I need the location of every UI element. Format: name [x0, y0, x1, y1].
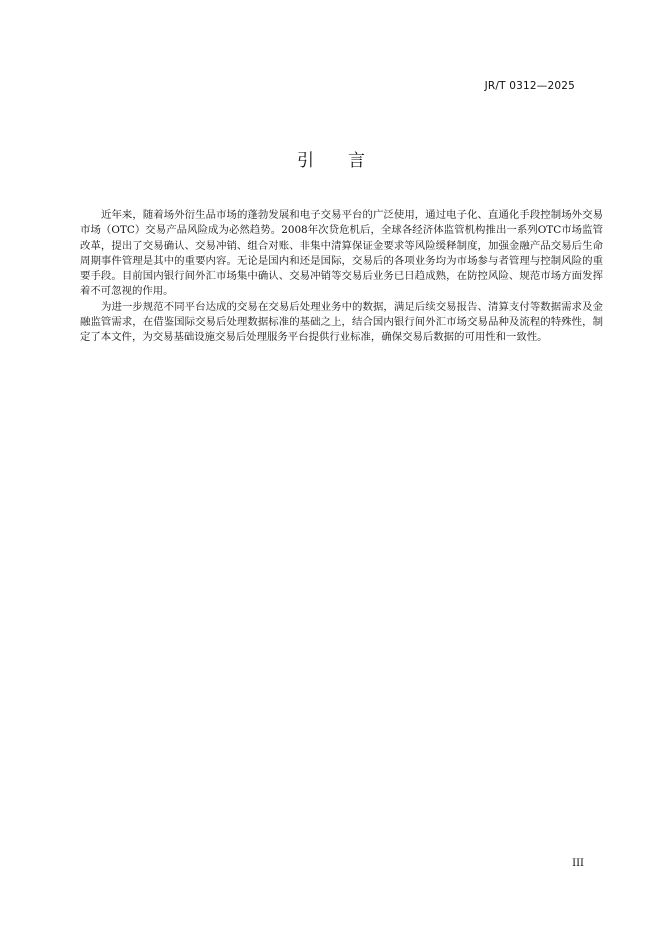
- paragraph-2: 为进一步规范不同平台达成的交易在交易后处理业务中的数据，满足后续交易报告、清算支付等数据需求及金融监管需求，在借鉴国际交易后处理数据标准的基础之上，结合国内银行间外汇市场交易品种及流程的特殊性，制定了本文件，为交易基础设施交易后处理服务平台提供行业标准，确保交易后数据的可用性和一致性。: [80, 300, 603, 344]
- page-number: III: [572, 858, 584, 869]
- body-text: [80, 208, 603, 346]
- paragraph-1: 近年来，随着场外衍生品市场的蓬勃发展和电子交易平台的广泛使用，通过电子化、直通化手段控制场外交易市场（OTC）交易产品风险成为必然趋势。2008年次贷危机后，全球各经济体监管机构推出一系列OTC市场监管改革，提出了交易确认、交易冲销、组合对账、非集中清算保证金要求等风险缓释制度，加强金融产品交易后生命周期事件管理是其中的重要内容。无论是国内和还是国际，交易后的各项业务均为市场参与者管理与控制风险的重要手段。目前国内银行间外汇市场集中确认、交易冲销等交易后业务已日趋成熟，在防控风险、规范市场方面发挥着不可忽视的作用。: [80, 209, 603, 298]
- section-title: 引言: [297, 151, 399, 171]
- document-code: JR/T 0312—2025: [484, 80, 575, 92]
